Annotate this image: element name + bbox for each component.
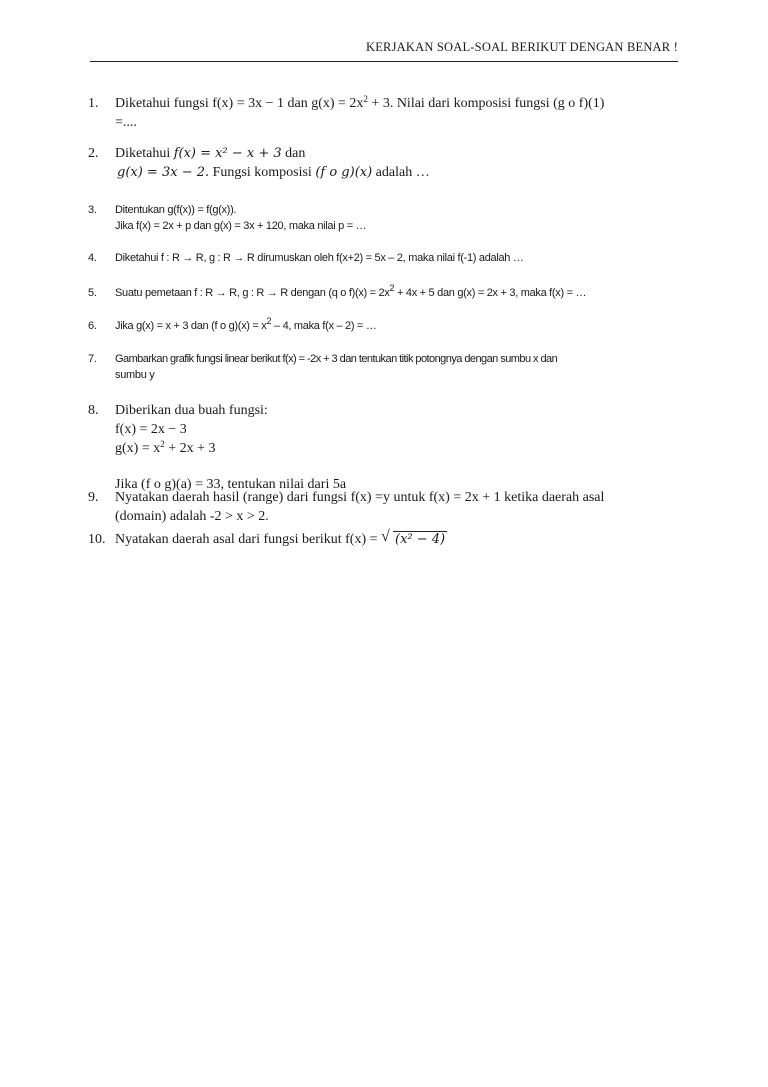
question-2 xyxy=(88,144,678,182)
question-text: Diketahui fungsi f(x) = 3x − 1 dan $g(x) = 2x^2 + 3$. Nilai dari komposisi fungsi (g o f)(1) xyxy=(115,94,605,111)
question-text-cont: =.... xyxy=(115,115,137,130)
radicand: (x² − 4) xyxy=(395,532,446,547)
question-number: 7. xyxy=(88,353,97,365)
question-text: Diberikan dua buah fungsi: xyxy=(115,403,268,418)
question-number: 10. xyxy=(88,532,106,547)
question-text: Diketahui f(x) = x² − x + 3 dan xyxy=(115,146,306,161)
question-text: Nyatakan daerah asal dari fungsi berikut f(x) = √ (x² − 4) xyxy=(115,528,446,547)
question-text-cont: (domain) adalah -2 > x > 2. xyxy=(115,509,269,524)
question-8 xyxy=(88,401,678,494)
question-1 xyxy=(88,94,678,132)
question-9 xyxy=(88,488,678,526)
question-number: 6. xyxy=(88,320,97,332)
question-3 xyxy=(88,202,678,234)
question-number: 3. xyxy=(88,204,97,216)
question-text: Suatu pemetaan f : R → R, g : R → R dengan (q o $f)(x) = 2x^2 + 4x + 5$ dan g(x) = 2x + 3, maka f(x) = … xyxy=(115,283,587,299)
question-10 xyxy=(88,530,678,549)
question-7 xyxy=(88,351,678,383)
question-text: Jika g(x) = x + 3 dan (f o $g)(x) = x^2 - 4$, maka f(x – 2) = … xyxy=(115,316,377,332)
square-root xyxy=(381,530,447,549)
question-text: Gambarkan grafik fungsi linear berikut f(x) = -2x + 3 dan tentukan titik potongnya dengan sumbu x dan xyxy=(115,353,558,365)
page-header: KERJAKAN SOAL-SOAL BERIKUT DENGAN BENAR ! xyxy=(90,40,678,62)
question-text: Diketahui f : R → R, g : R → R dirumuskan oleh f(x+2) = 5x – 2, maka nilai f(-1) adalah … xyxy=(115,252,524,264)
question-number: 2. xyxy=(88,146,99,161)
question-number: 8. xyxy=(88,403,99,418)
question-5 xyxy=(88,285,678,301)
question-text-cont: g(x) = 3x − 2. Fungsi komposisi (f o g)(x) adalah … xyxy=(117,165,430,180)
question-task: Jika (f o g)(a) = 33, tentukan nilai dari 5a xyxy=(115,477,347,492)
question-text-cont: Jika f(x) = 2x + p dan g(x) = 3x + 120, maka nilai p = … xyxy=(115,220,367,232)
function-g: $g(x) = x^2 + 2x + 3$ xyxy=(115,439,216,456)
question-text: Ditentukan g(f(x)) = f(g(x)). xyxy=(115,204,237,216)
question-6 xyxy=(88,318,678,334)
question-number: 1. xyxy=(88,96,99,111)
function-f: f(x) = 2x − 3 xyxy=(115,422,187,437)
radical-sign: √ xyxy=(381,528,390,545)
question-number: 9. xyxy=(88,490,99,505)
question-text-cont: sumbu y xyxy=(115,369,155,381)
question-4 xyxy=(88,250,678,266)
question-text: Nyatakan daerah hasil (range) dari fungsi f(x) =y untuk f(x) = 2x + 1 ketika daerah asal xyxy=(115,490,605,505)
question-number: 4. xyxy=(88,252,97,264)
question-number: 5. xyxy=(88,287,97,299)
